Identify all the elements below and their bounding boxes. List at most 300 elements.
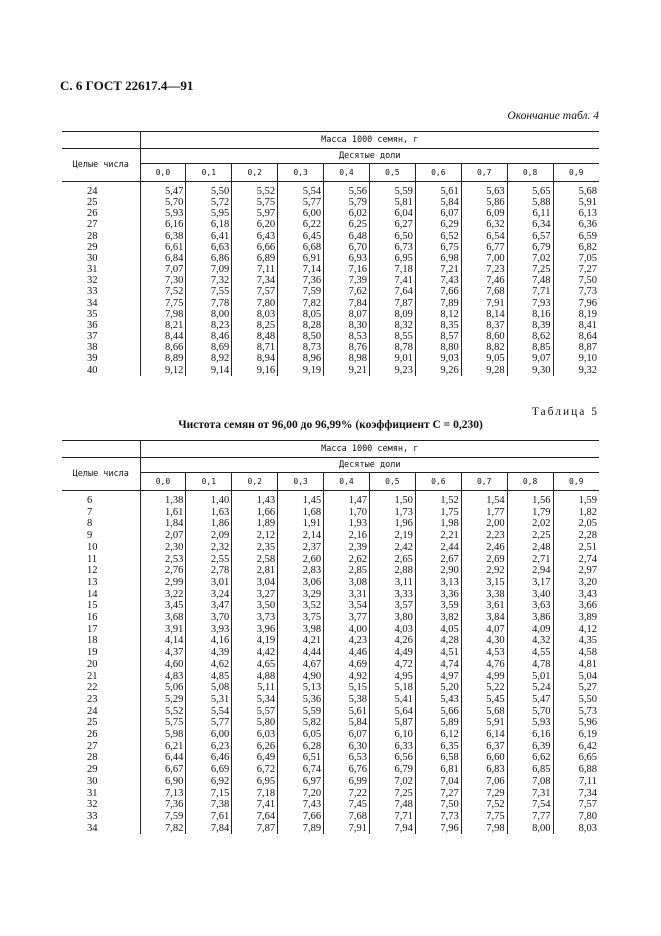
value-cell: 5,91: [553, 197, 599, 208]
value-cell: 8,03: [553, 823, 599, 835]
value-cell: 4,30: [461, 635, 507, 647]
value-cell: 5,01: [507, 671, 553, 683]
value-cell: 3,77: [324, 612, 370, 624]
value-cell: 9,05: [461, 353, 507, 364]
value-cell: 4,05: [415, 624, 461, 636]
value-cell: 7,38: [186, 799, 232, 811]
value-cell: 7,73: [553, 286, 599, 297]
value-cell: 5,80: [232, 717, 278, 729]
value-cell: 2,55: [186, 554, 232, 566]
value-cell: 6,03: [232, 729, 278, 741]
value-cell: 3,86: [507, 612, 553, 624]
value-cell: 1,79: [507, 507, 553, 519]
integer-cell: 8: [87, 518, 93, 530]
value-cell: 8,39: [507, 320, 553, 331]
integer-cell: 6: [87, 495, 93, 506]
value-cell: 2,39: [324, 542, 370, 554]
value-cell: 7,18: [369, 264, 415, 275]
integer-cell: 40: [87, 364, 98, 376]
value-cell: 1,77: [461, 507, 507, 519]
table-row: [62, 577, 599, 589]
value-cell: 5,15: [324, 682, 370, 694]
value-cell: 6,21: [140, 741, 186, 753]
table-row: [62, 182, 599, 198]
value-cell: 1,98: [415, 518, 461, 530]
value-cell: 6,30: [324, 741, 370, 753]
value-cell: 7,00: [461, 253, 507, 264]
value-cell: 5,91: [461, 717, 507, 729]
value-cell: 3,13: [415, 577, 461, 589]
integer-cell: 30: [87, 252, 98, 264]
value-cell: 5,24: [507, 682, 553, 694]
integers-header: Целые числа: [62, 458, 140, 491]
value-cell: 5,95: [186, 208, 232, 219]
value-cell: 5,27: [553, 682, 599, 694]
table-row: [62, 729, 599, 741]
table-row: [62, 717, 599, 729]
value-cell: 7,29: [461, 788, 507, 800]
value-cell: 1,96: [369, 518, 415, 530]
integer-cell: 35: [87, 308, 98, 320]
value-cell: 4,26: [369, 635, 415, 647]
value-cell: 1,82: [553, 507, 599, 519]
decimal-header-row: [62, 164, 599, 182]
value-cell: 7,11: [553, 776, 599, 788]
value-cell: 4,49: [369, 647, 415, 659]
table-row: [62, 518, 599, 530]
value-cell: 2,67: [415, 554, 461, 566]
table-row: [62, 197, 599, 208]
value-cell: 7,82: [140, 823, 186, 835]
table-row: [62, 286, 599, 297]
value-cell: 6,60: [461, 752, 507, 764]
value-cell: 1,59: [553, 491, 599, 507]
value-cell: 3,04: [232, 577, 278, 589]
value-cell: 8,96: [278, 353, 324, 364]
decimal-header-4: 0,4: [324, 473, 370, 491]
value-cell: 1,73: [369, 507, 415, 519]
value-cell: 2,25: [507, 530, 553, 542]
mass-header: Масса 1000 семян, г: [140, 441, 599, 458]
value-cell: 5,47: [140, 182, 186, 198]
value-cell: 6,79: [507, 242, 553, 253]
value-cell: 7,14: [278, 264, 324, 275]
value-cell: 7,87: [369, 298, 415, 309]
table5: [62, 440, 599, 834]
integer-cell: 18: [87, 635, 98, 647]
value-cell: 7,41: [232, 799, 278, 811]
value-cell: 6,84: [140, 253, 186, 264]
value-cell: 1,89: [232, 518, 278, 530]
value-cell: 6,48: [324, 231, 370, 242]
value-cell: 4,55: [507, 647, 553, 659]
value-cell: 3,36: [415, 589, 461, 601]
value-cell: 6,41: [186, 231, 232, 242]
value-cell: 6,38: [140, 231, 186, 242]
value-cell: 2,51: [553, 542, 599, 554]
integer-cell: 28: [87, 230, 98, 242]
value-cell: 7,89: [278, 823, 324, 835]
value-cell: 7,64: [369, 286, 415, 297]
value-cell: 7,61: [186, 811, 232, 823]
value-cell: 2,62: [324, 554, 370, 566]
value-cell: 4,90: [278, 671, 324, 683]
value-cell: 3,98: [278, 624, 324, 636]
value-cell: 2,99: [140, 577, 186, 589]
value-cell: 6,79: [369, 764, 415, 776]
decimals-header: Десятые доли: [140, 149, 599, 164]
value-cell: 4,12: [553, 624, 599, 636]
value-cell: 2,48: [507, 542, 553, 554]
value-cell: 7,55: [186, 286, 232, 297]
value-cell: 5,59: [369, 182, 415, 198]
value-cell: 5,79: [324, 197, 370, 208]
value-cell: 8,85: [507, 342, 553, 353]
table-row: [62, 208, 599, 219]
value-cell: 8,73: [278, 342, 324, 353]
integer-cell: 19: [87, 647, 98, 659]
value-cell: 4,16: [186, 635, 232, 647]
integer-cell: 25: [87, 197, 98, 209]
value-cell: 6,85: [507, 764, 553, 776]
value-cell: 6,16: [140, 219, 186, 230]
value-cell: 5,77: [278, 197, 324, 208]
value-cell: 5,18: [369, 682, 415, 694]
value-cell: 7,50: [415, 799, 461, 811]
value-cell: 7,71: [507, 286, 553, 297]
value-cell: 6,33: [369, 741, 415, 753]
table-row: [62, 365, 599, 376]
table-row: [62, 530, 599, 542]
value-cell: 6,54: [461, 231, 507, 242]
value-cell: 2,21: [415, 530, 461, 542]
integer-cell: 31: [87, 264, 98, 276]
value-cell: 6,63: [186, 242, 232, 253]
value-cell: 8,32: [369, 320, 415, 331]
value-cell: 7,68: [461, 286, 507, 297]
decimal-header-2: 0,2: [232, 164, 278, 182]
value-cell: 3,17: [507, 577, 553, 589]
value-cell: 5,34: [232, 694, 278, 706]
value-cell: 6,99: [324, 776, 370, 788]
value-cell: 4,03: [369, 624, 415, 636]
value-cell: 2,69: [461, 554, 507, 566]
value-cell: 7,80: [553, 811, 599, 823]
value-cell: 1,40: [186, 491, 232, 507]
value-cell: 6,93: [324, 253, 370, 264]
table-row: [62, 682, 599, 694]
value-cell: 6,18: [186, 219, 232, 230]
value-cell: 7,43: [278, 799, 324, 811]
integer-cell: 22: [87, 682, 98, 694]
value-cell: 2,07: [140, 530, 186, 542]
value-cell: 7,41: [369, 275, 415, 286]
value-cell: 6,50: [369, 231, 415, 242]
value-cell: 8,78: [369, 342, 415, 353]
table5-body: [62, 491, 599, 835]
value-cell: 6,91: [278, 253, 324, 264]
value-cell: 1,45: [278, 491, 324, 507]
value-cell: 8,71: [232, 342, 278, 353]
value-cell: 7,34: [232, 275, 278, 286]
value-cell: 5,73: [553, 706, 599, 718]
value-cell: 7,32: [186, 275, 232, 286]
decimal-header-7: 0,7: [461, 473, 507, 491]
value-cell: 2,85: [324, 565, 370, 577]
value-cell: 3,38: [461, 589, 507, 601]
value-cell: 8,00: [186, 309, 232, 320]
integer-cell: 29: [87, 764, 98, 776]
value-cell: 2,35: [232, 542, 278, 554]
integer-cell: 7: [87, 506, 93, 518]
value-cell: 4,92: [324, 671, 370, 683]
value-cell: 9,07: [507, 353, 553, 364]
integer-cell: 29: [87, 241, 98, 253]
value-cell: 6,45: [278, 231, 324, 242]
table5-label: Таблица 5: [531, 406, 599, 418]
value-cell: 9,03: [415, 353, 461, 364]
value-cell: 5,22: [461, 682, 507, 694]
value-cell: 5,56: [324, 182, 370, 198]
value-cell: 6,09: [461, 208, 507, 219]
value-cell: 4,21: [278, 635, 324, 647]
integer-cell: 34: [87, 297, 98, 309]
value-cell: 2,19: [369, 530, 415, 542]
value-cell: 8,46: [186, 331, 232, 342]
value-cell: 7,62: [324, 286, 370, 297]
value-cell: 7,04: [415, 776, 461, 788]
value-cell: 4,69: [324, 659, 370, 671]
value-cell: 6,52: [415, 231, 461, 242]
value-cell: 7,66: [278, 811, 324, 823]
integer-cell: 25: [87, 717, 98, 729]
value-cell: 3,24: [186, 589, 232, 601]
value-cell: 3,11: [369, 577, 415, 589]
value-cell: 8,57: [415, 331, 461, 342]
value-cell: 8,94: [232, 353, 278, 364]
value-cell: 7,45: [324, 799, 370, 811]
value-cell: 4,65: [232, 659, 278, 671]
value-cell: 1,91: [278, 518, 324, 530]
table-row: [62, 659, 599, 671]
value-cell: 7,31: [507, 788, 553, 800]
value-cell: 1,47: [324, 491, 370, 507]
value-cell: 5,64: [369, 706, 415, 718]
value-cell: 8,55: [369, 331, 415, 342]
value-cell: 7,91: [461, 298, 507, 309]
value-cell: 1,63: [186, 507, 232, 519]
value-cell: 5,52: [232, 182, 278, 198]
value-cell: 1,84: [140, 518, 186, 530]
value-cell: 6,36: [553, 219, 599, 230]
value-cell: 7,91: [324, 823, 370, 835]
integer-cell: 38: [87, 342, 98, 354]
decimal-header-6: 0,6: [415, 473, 461, 491]
value-cell: 7,06: [461, 776, 507, 788]
table-row: [62, 298, 599, 309]
value-cell: 6,19: [553, 729, 599, 741]
value-cell: 6,62: [507, 752, 553, 764]
table-row: [62, 799, 599, 811]
value-cell: 6,66: [232, 242, 278, 253]
value-cell: 2,30: [140, 542, 186, 554]
decimal-header-3: 0,3: [278, 473, 324, 491]
value-cell: 9,26: [415, 365, 461, 376]
value-cell: 6,75: [415, 242, 461, 253]
value-cell: 7,57: [232, 286, 278, 297]
value-cell: 7,80: [232, 298, 278, 309]
value-cell: 2,71: [507, 554, 553, 566]
value-cell: 7,75: [140, 298, 186, 309]
value-cell: 3,47: [186, 600, 232, 612]
value-cell: 6,73: [369, 242, 415, 253]
value-cell: 8,82: [461, 342, 507, 353]
value-cell: 6,28: [278, 741, 324, 753]
value-cell: 9,23: [369, 365, 415, 376]
decimal-header-4: 0,4: [324, 164, 370, 182]
integer-cell: 32: [87, 275, 98, 287]
table-row: [62, 242, 599, 253]
value-cell: 6,69: [186, 764, 232, 776]
value-cell: 4,95: [369, 671, 415, 683]
table-row: [62, 612, 599, 624]
value-cell: 7,52: [140, 286, 186, 297]
value-cell: 2,60: [278, 554, 324, 566]
value-cell: 7,50: [553, 275, 599, 286]
value-cell: 4,28: [415, 635, 461, 647]
value-cell: 3,40: [507, 589, 553, 601]
integer-cell: 10: [87, 541, 98, 553]
value-cell: 5,06: [140, 682, 186, 694]
integer-cell: 24: [87, 705, 98, 717]
table-row: [62, 507, 599, 519]
value-cell: 8,66: [140, 342, 186, 353]
value-cell: 6,82: [553, 242, 599, 253]
value-cell: 6,42: [553, 741, 599, 753]
value-cell: 6,51: [278, 752, 324, 764]
value-cell: 7,22: [324, 788, 370, 800]
value-cell: 9,16: [232, 365, 278, 376]
value-cell: 2,81: [232, 565, 278, 577]
decimal-header-0: 0,0: [140, 473, 186, 491]
integer-cell: 16: [87, 612, 98, 624]
value-cell: 8,50: [278, 331, 324, 342]
value-cell: 3,45: [140, 600, 186, 612]
decimal-header-row: [62, 473, 599, 491]
value-cell: 5,72: [186, 197, 232, 208]
value-cell: 6,92: [186, 776, 232, 788]
value-cell: 8,80: [415, 342, 461, 353]
value-cell: 2,00: [461, 518, 507, 530]
value-cell: 4,00: [324, 624, 370, 636]
table-row: [62, 275, 599, 286]
table-row: [62, 624, 599, 636]
value-cell: 3,57: [369, 600, 415, 612]
value-cell: 5,45: [461, 694, 507, 706]
value-cell: 4,23: [324, 635, 370, 647]
value-cell: 8,87: [553, 342, 599, 353]
value-cell: 6,39: [507, 741, 553, 753]
value-cell: 6,43: [232, 231, 278, 242]
value-cell: 8,00: [507, 823, 553, 835]
value-cell: 4,14: [140, 635, 186, 647]
decimal-header-0: 0,0: [140, 164, 186, 182]
integer-cell: 26: [87, 729, 98, 741]
value-cell: 7,48: [369, 799, 415, 811]
integers-header-cell: [62, 132, 140, 149]
value-cell: 8,53: [324, 331, 370, 342]
value-cell: 1,38: [140, 491, 186, 507]
value-cell: 5,87: [369, 717, 415, 729]
value-cell: 5,20: [415, 682, 461, 694]
value-cell: 7,84: [324, 298, 370, 309]
value-cell: 2,16: [324, 530, 370, 542]
value-cell: 4,72: [369, 659, 415, 671]
integer-cell: 33: [87, 810, 98, 822]
value-cell: 3,06: [278, 577, 324, 589]
table-row: [62, 353, 599, 364]
table-row: [62, 811, 599, 823]
integer-cell: 12: [87, 565, 98, 577]
value-cell: 6,32: [461, 219, 507, 230]
decimal-header-1: 0,1: [186, 473, 232, 491]
value-cell: 3,52: [278, 600, 324, 612]
value-cell: 6,27: [369, 219, 415, 230]
value-cell: 3,50: [232, 600, 278, 612]
value-cell: 4,35: [553, 635, 599, 647]
value-cell: 6,10: [369, 729, 415, 741]
value-cell: 4,39: [186, 647, 232, 659]
value-cell: 6,56: [369, 752, 415, 764]
value-cell: 2,74: [553, 554, 599, 566]
value-cell: 4,83: [140, 671, 186, 683]
decimal-header-5: 0,5: [369, 164, 415, 182]
value-cell: 5,50: [186, 182, 232, 198]
value-cell: 7,27: [415, 788, 461, 800]
table-row: [62, 752, 599, 764]
value-cell: 6,65: [553, 752, 599, 764]
value-cell: 4,51: [415, 647, 461, 659]
value-cell: 8,69: [186, 342, 232, 353]
value-cell: 9,32: [553, 365, 599, 376]
value-cell: 7,59: [140, 811, 186, 823]
value-cell: 4,85: [186, 671, 232, 683]
value-cell: 8,37: [461, 320, 507, 331]
value-cell: 6,57: [507, 231, 553, 242]
integer-cell: 30: [87, 775, 98, 787]
table-row: [62, 764, 599, 776]
value-cell: 2,78: [186, 565, 232, 577]
value-cell: 9,30: [507, 365, 553, 376]
value-cell: 8,35: [415, 320, 461, 331]
value-cell: 5,29: [140, 694, 186, 706]
value-cell: 7,25: [507, 264, 553, 275]
integer-cell: 27: [87, 740, 98, 752]
value-cell: 7,59: [278, 286, 324, 297]
value-cell: 1,54: [461, 491, 507, 507]
table-row: [62, 647, 599, 659]
page-header: С. 6 ГОСТ 22617.4—91: [60, 78, 194, 93]
value-cell: 3,43: [553, 589, 599, 601]
value-cell: 7,11: [232, 264, 278, 275]
value-cell: 8,76: [324, 342, 370, 353]
decimal-header-7: 0,7: [461, 164, 507, 182]
value-cell: 5,98: [140, 729, 186, 741]
integer-cell: 33: [87, 286, 98, 298]
value-cell: 7,39: [324, 275, 370, 286]
value-cell: 4,99: [461, 671, 507, 683]
value-cell: 5,47: [507, 694, 553, 706]
